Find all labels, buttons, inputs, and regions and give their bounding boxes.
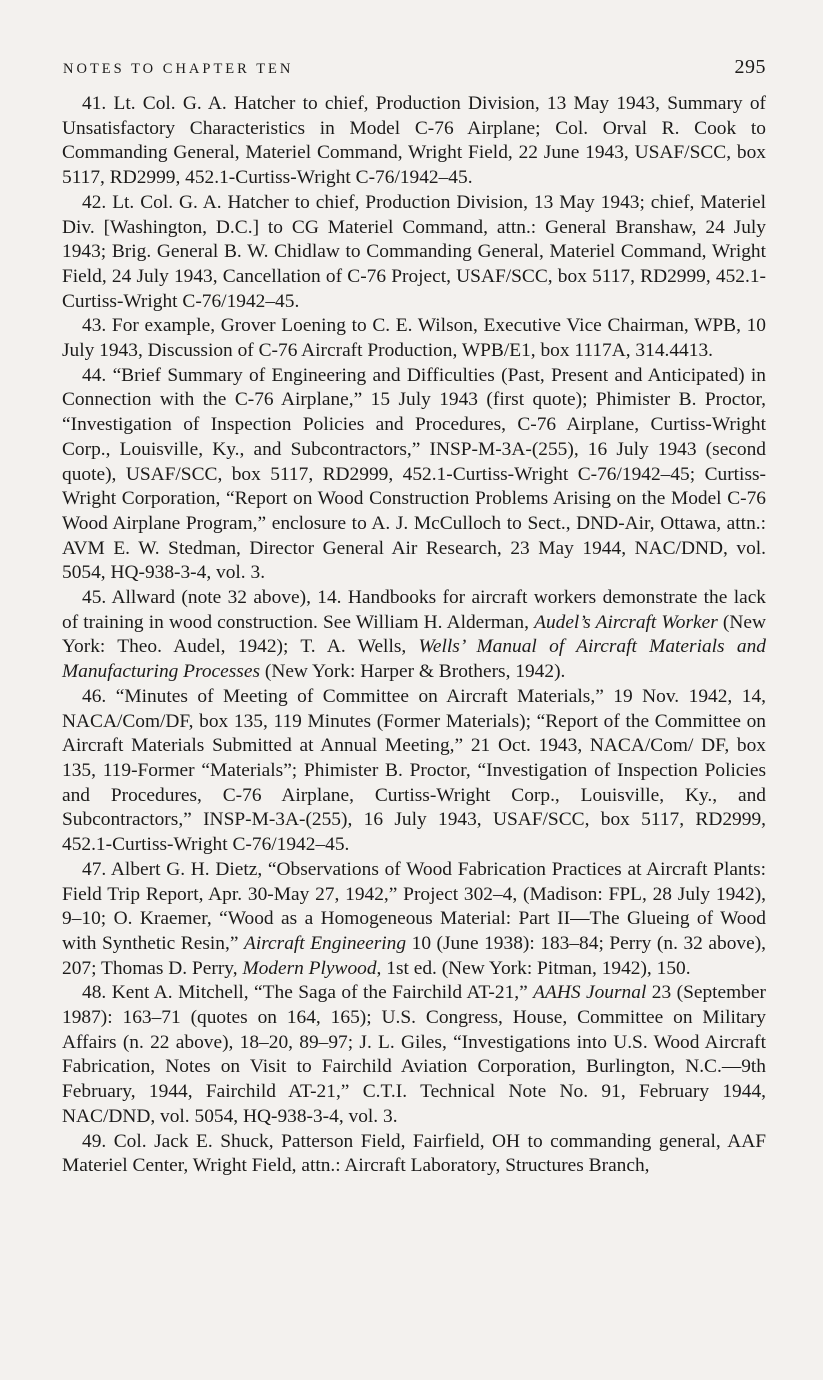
endnote-number: 49. xyxy=(82,1130,107,1152)
endnote xyxy=(62,364,766,586)
endnote xyxy=(62,685,766,858)
endnotes-list xyxy=(62,92,766,1179)
endnote-number: 46. xyxy=(82,685,107,707)
endnote-text: “Brief Summary of Engineering and Difficulties (Past, Present and Anticipated) in Connection with the C-76 Airplane,” 15 July 1943 (first quote); Phimister B. Proctor, “Investigation of Inspection Policies and Procedures, C-76 Airplane, Curtiss-Wright Corp., Louisville, Ky., and Subcontractors,” INSP-M-3A-(255), 16 July 1943 (second quote), USAF/SCC, box 5117, RD2999, 452.1-Curtiss-Wright C-76/1942–45; Curtiss-Wright Corporation, “Report on Wood Construction Problems Arising on the Model C-76 Wood Airplane Program,” enclosure to A. J. McCulloch to Sect., DND-Air, Ottawa, attn.: AVM E. W. Stedman, Director General Air Research, 23 May 1944, NAC/DND, vol. 5054, HQ-938-3-4, vol. 3. xyxy=(62,364,766,584)
endnote-number: 44. xyxy=(82,364,107,386)
endnote-text: Kent A. Mitchell, “The Saga of the Fairchild AT-21,” xyxy=(111,982,534,1004)
endnote-text: (New York: Theo. Audel, 1942); T. A. Wells, xyxy=(62,611,766,658)
endnote-number: 42. xyxy=(82,191,107,213)
endnote-number: 41. xyxy=(82,93,107,114)
endnote-text: Lt. Col. G. A. Hatcher to chief, Production Division, 13 May 1943, Summary of Unsatisfactory Characteristics in Model C-76 Airplane; Col. Orval R. Cook to Commanding General, Materiel Command, Wright Field, 22 June 1943, USAF/SCC, box 5117, RD2999, 452.1-Curtiss-Wright C-76/1942–45. xyxy=(62,93,766,189)
endnote xyxy=(62,586,766,685)
endnote xyxy=(62,92,766,191)
endnote-number: 48. xyxy=(82,982,107,1004)
endnote-text: Albert G. H. Dietz, “Observations of Wood Fabrication Practices at Aircraft Plants: Field Trip Report, Apr. 30-May 27, 1942,” Project 302–4, (Madison: FPL, 28 July 1942), 9–10; O. Kraemer, “Wood as a Homogeneous Material: Part II—The Glueing of Wood with Synthetic Resin,” xyxy=(62,858,767,954)
endnote xyxy=(62,981,766,1129)
endnote-title-italic: Wells’ Manual of Aircraft Materials and Manufacturing Processes xyxy=(62,636,766,683)
endnote-text: , 1st ed. (New York: Pitman, 1942), 150. xyxy=(376,957,691,979)
endnote-text: 10 (June 1938): 183–84; Perry (n. 32 above), 207; Thomas D. Perry, xyxy=(62,932,767,979)
endnote-text: For example, Grover Loening to C. E. Wilson, Executive Vice Chairman, WPB, 10 July 1943, Discussion of C-76 Aircraft Production, WPB/E1, box 1117A, 314.4413. xyxy=(62,315,766,362)
endnote-text: 23 (September 1987): 163–71 (quotes on 164, 165); U.S. Congress, House, Committee on Military Affairs (n. 22 above), 18–20, 89–97; J. L. Giles, “Investigations into U.S. Wood Aircraft Fabrication, Notes on Visit to Fairchild Aviation Corporation, Burlington, N.C.—9th February, 1944, Fairchild AT-21,” C.T.I. Technical Note No. 91, February 1944, NAC/DND, vol. 5054, HQ-938-3-4, vol. 3. xyxy=(62,982,766,1127)
endnote-title-italic: Modern Plywood xyxy=(242,957,377,979)
endnote-text: Lt. Col. G. A. Hatcher to chief, Production Division, 13 May 1943; chief, Materiel Div. [Washington, D.C.] to CG Materiel Command, attn.: General Branshaw, 24 July 1943; Brig. General B. W. Chidlaw to Commanding General, Materiel Command, Wright Field, 24 July 1943, Cancellation of C-76 Project, USAF/SCC, box 5117, RD2999, 452.1-Curtiss-Wright C-76/1942–45. xyxy=(62,191,766,312)
chapter-label: NOTES TO CHAPTER TEN xyxy=(63,61,294,77)
endnote-text: Allward (note 32 above), 14. Handbooks for aircraft workers demonstrate the lack of training in wood construction. See William H. Alderman, xyxy=(62,587,766,633)
endnote-text: “Minutes of Meeting of Committee on Aircraft Materials,” 19 Nov. 1942, 14, NACA/Com/DF, box 135, 119 Minutes (Former Materials); “Report of the Committee on Aircraft Materials Submitted at Annual Meeting,” 21 Oct. 1943, NACA/Com/ DF, box 135, 119-Former “Materials”; Phimister B. Proctor, “Investigation of Inspection Policies and Procedures, C-76 Airplane, Curtiss-Wright Corp., Louisville, Ky., and Subcontractors,” INSP-M-3A-(255), 16 July 1943, USAF/SCC, box 5117, RD2999, 452.1-Curtiss-Wright C-76/1942–45. xyxy=(62,685,766,856)
endnote xyxy=(62,314,766,363)
running-head xyxy=(63,56,766,80)
endnote-number: 47. xyxy=(82,858,107,880)
endnote-title-italic: AAHS Journal xyxy=(533,982,647,1004)
endnote-title-italic: Aircraft Engineering xyxy=(243,932,407,954)
endnote xyxy=(62,191,766,315)
endnote-text: (New York: Harper & Brothers, 1942). xyxy=(260,661,566,683)
endnote xyxy=(62,1130,766,1179)
endnote-number: 43. xyxy=(82,315,107,337)
endnote-text: Col. Jack E. Shuck, Patterson Field, Fairfield, OH to commanding general, AAF Materiel Center, Wright Field, attn.: Aircraft Laboratory, Structures Branch, xyxy=(62,1130,766,1177)
endnote-title-italic: Audel’s Aircraft Worker xyxy=(534,611,718,633)
page-number: 295 xyxy=(734,56,766,78)
endnote-number: 45. xyxy=(82,587,107,609)
endnote xyxy=(62,858,766,982)
